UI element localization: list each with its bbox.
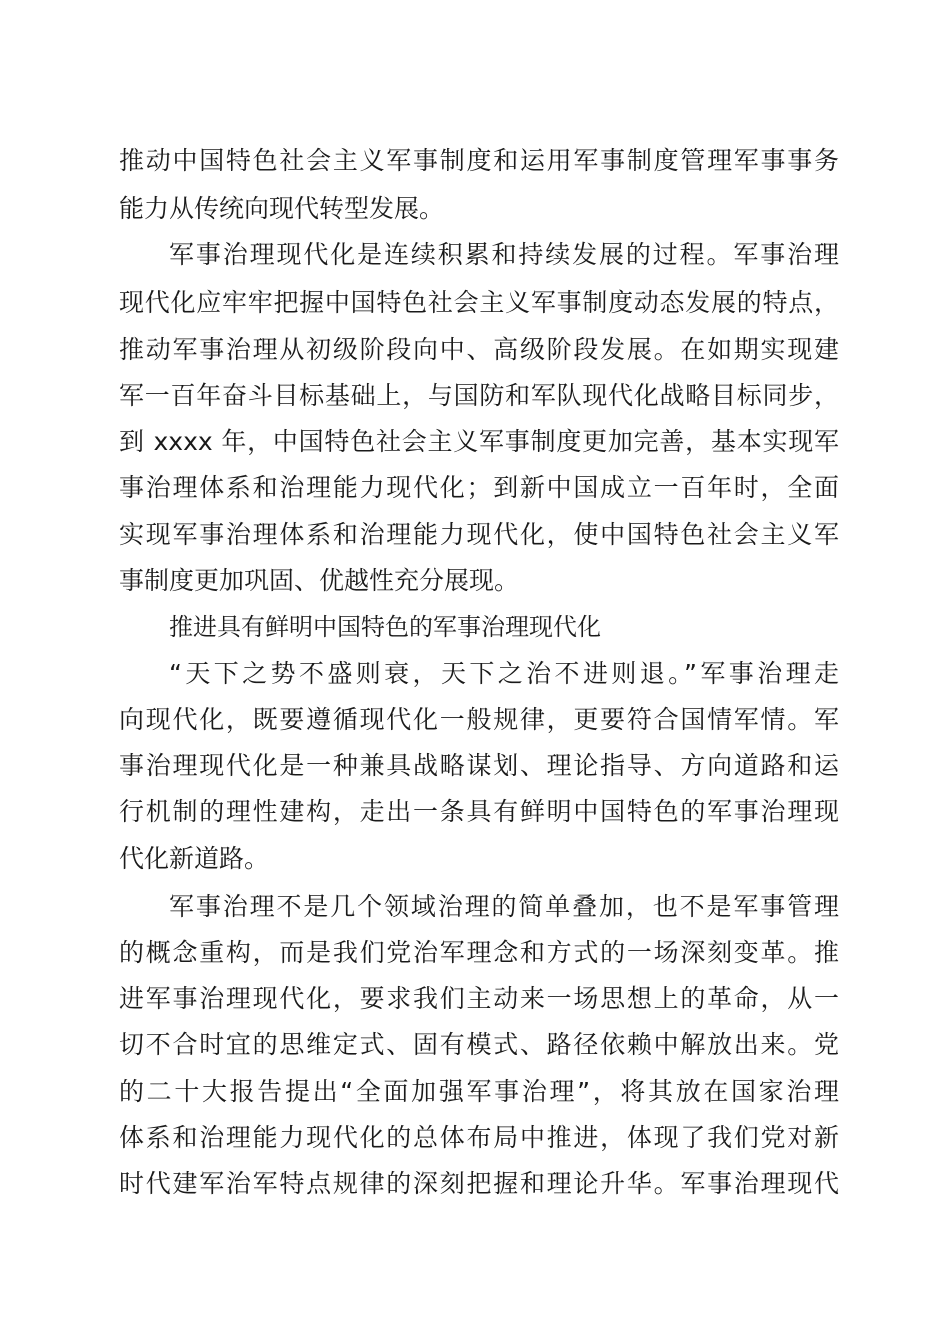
text-line: 事治理现代化是一种兼具战略谋划、理论指导、方向道路和运 xyxy=(119,751,839,780)
paragraph-first-line: 军事治理不是几个领域治理的简单叠加，也不是军事管理 xyxy=(169,892,839,921)
text-line: 事治理体系和治理能力现代化；到新中国成立一百年时，全面 xyxy=(119,473,839,502)
text-line: 向现代化，既要遵循现代化一般规律，更要符合国情军情。军 xyxy=(119,705,839,734)
text-line: 的概念重构，而是我们党治军理念和方式的一场深刻变革。推 xyxy=(119,938,839,967)
text-line: 推动军事治理从初级阶段向中、高级阶段发展。在如期实现建 xyxy=(119,335,839,364)
text-line: 切不合时宜的思维定式、固有模式、路径依赖中解放出来。党 xyxy=(119,1030,839,1059)
text-line: 能力从传统向现代转型发展。 xyxy=(119,194,445,223)
paragraph-first-line: 军事治理现代化是连续积累和持续发展的过程。军事治理 xyxy=(169,240,839,269)
text-line: 体系和治理能力现代化的总体布局中推进，体现了我们党对新 xyxy=(119,1123,839,1152)
text-line: 时代建军治军特点规律的深刻把握和理论升华。军事治理现代 xyxy=(119,1169,839,1198)
text-line: 推动中国特色社会主义军事制度和运用军事制度管理军事事务 xyxy=(119,146,839,175)
text-line: 的二十大报告提出“全面加强军事治理”，将其放在国家治理 xyxy=(119,1077,839,1106)
text-line: 行机制的理性建构，走出一条具有鲜明中国特色的军事治理现 xyxy=(119,797,839,826)
text-line: 实现军事治理体系和治理能力现代化，使中国特色社会主义军 xyxy=(119,520,839,549)
paragraph-first-line: “天下之势不盛则衰，天下之治不进则退。”军事治理走 xyxy=(169,659,839,688)
text-line: 现代化应牢牢把握中国特色社会主义军事制度动态发展的特点， xyxy=(119,288,839,317)
text-line: 事制度更加巩固、优越性充分展现。 xyxy=(119,566,520,595)
text-line: 进军事治理现代化，要求我们主动来一场思想上的革命，从一 xyxy=(119,984,839,1013)
text-line: 代化新道路。 xyxy=(119,844,270,873)
text-line: 军一百年奋斗目标基础上，与国防和军队现代化战略目标同步， xyxy=(119,381,839,410)
text-line: 到 xxxx 年，中国特色社会主义军事制度更加完善，基本实现军 xyxy=(119,427,839,456)
section-heading: 推进具有鲜明中国特色的军事治理现代化 xyxy=(169,613,601,641)
